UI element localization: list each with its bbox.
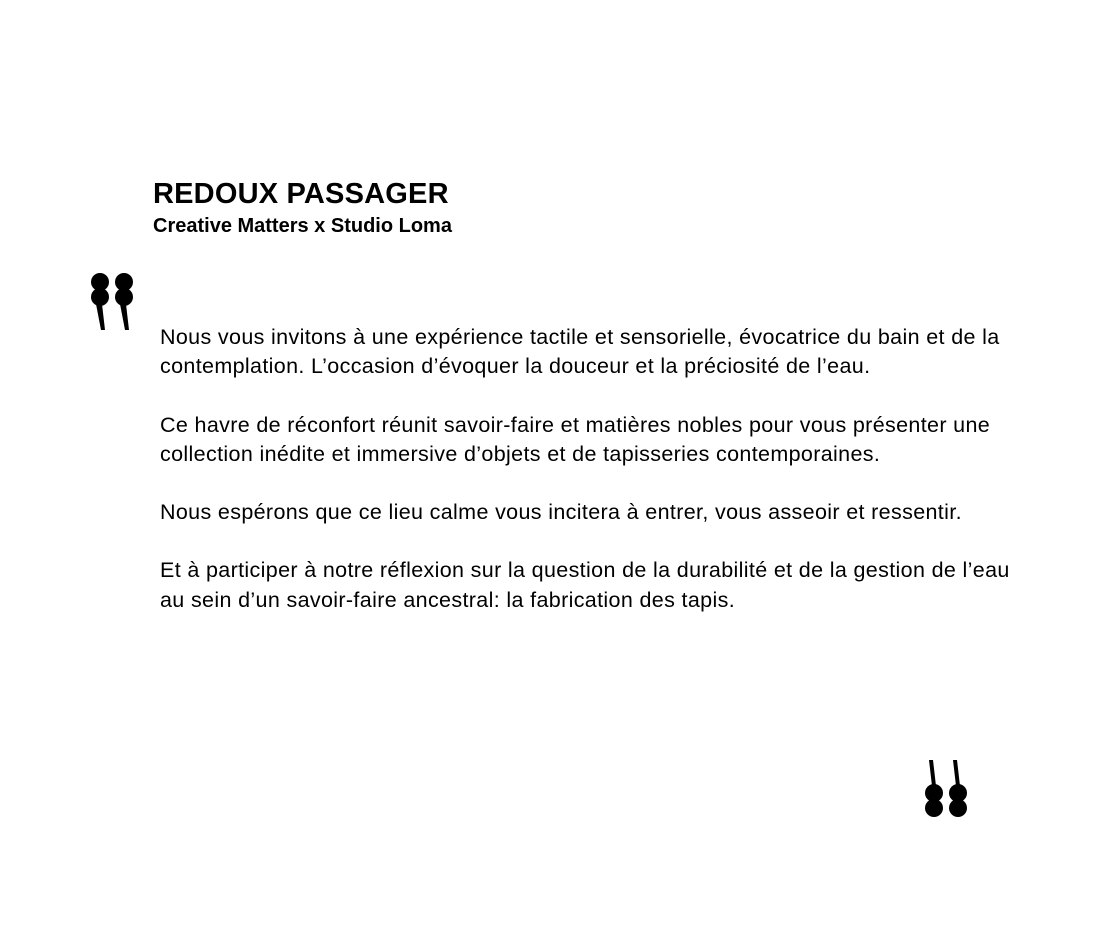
quote-paragraph: Nous espérons que ce lieu calme vous incitera à entrer, vous asseoir et ressentir. [160,500,962,525]
opening-quote-mark-icon [88,270,136,334]
quote-paragraph: Nous vous invitons à une expérience tactile et sensorielle, évocatrice du bain et de la contemplation. L’occasion d’évoquer la douceur et la préciosité de l’eau. [160,325,1000,379]
header [153,176,452,240]
quote-paragraph: Ce havre de réconfort réunit savoir-faire et matières nobles pour vous présenter une collection inédite et immersive d’objets et de tapisseries contemporaines. [160,412,991,466]
page-title: REDOUX PASSAGER [153,178,449,210]
closing-quote-mark-icon [922,756,970,820]
quote-body [160,323,1010,644]
quote-paragraph: Et à participer à notre réflexion sur la question de la durabilité et de la gestion de l’eau au sein d’un savoir-faire ancestral: la fabrication des tapis. [160,558,1010,612]
page-subtitle: Creative Matters x Studio Loma [153,215,452,237]
